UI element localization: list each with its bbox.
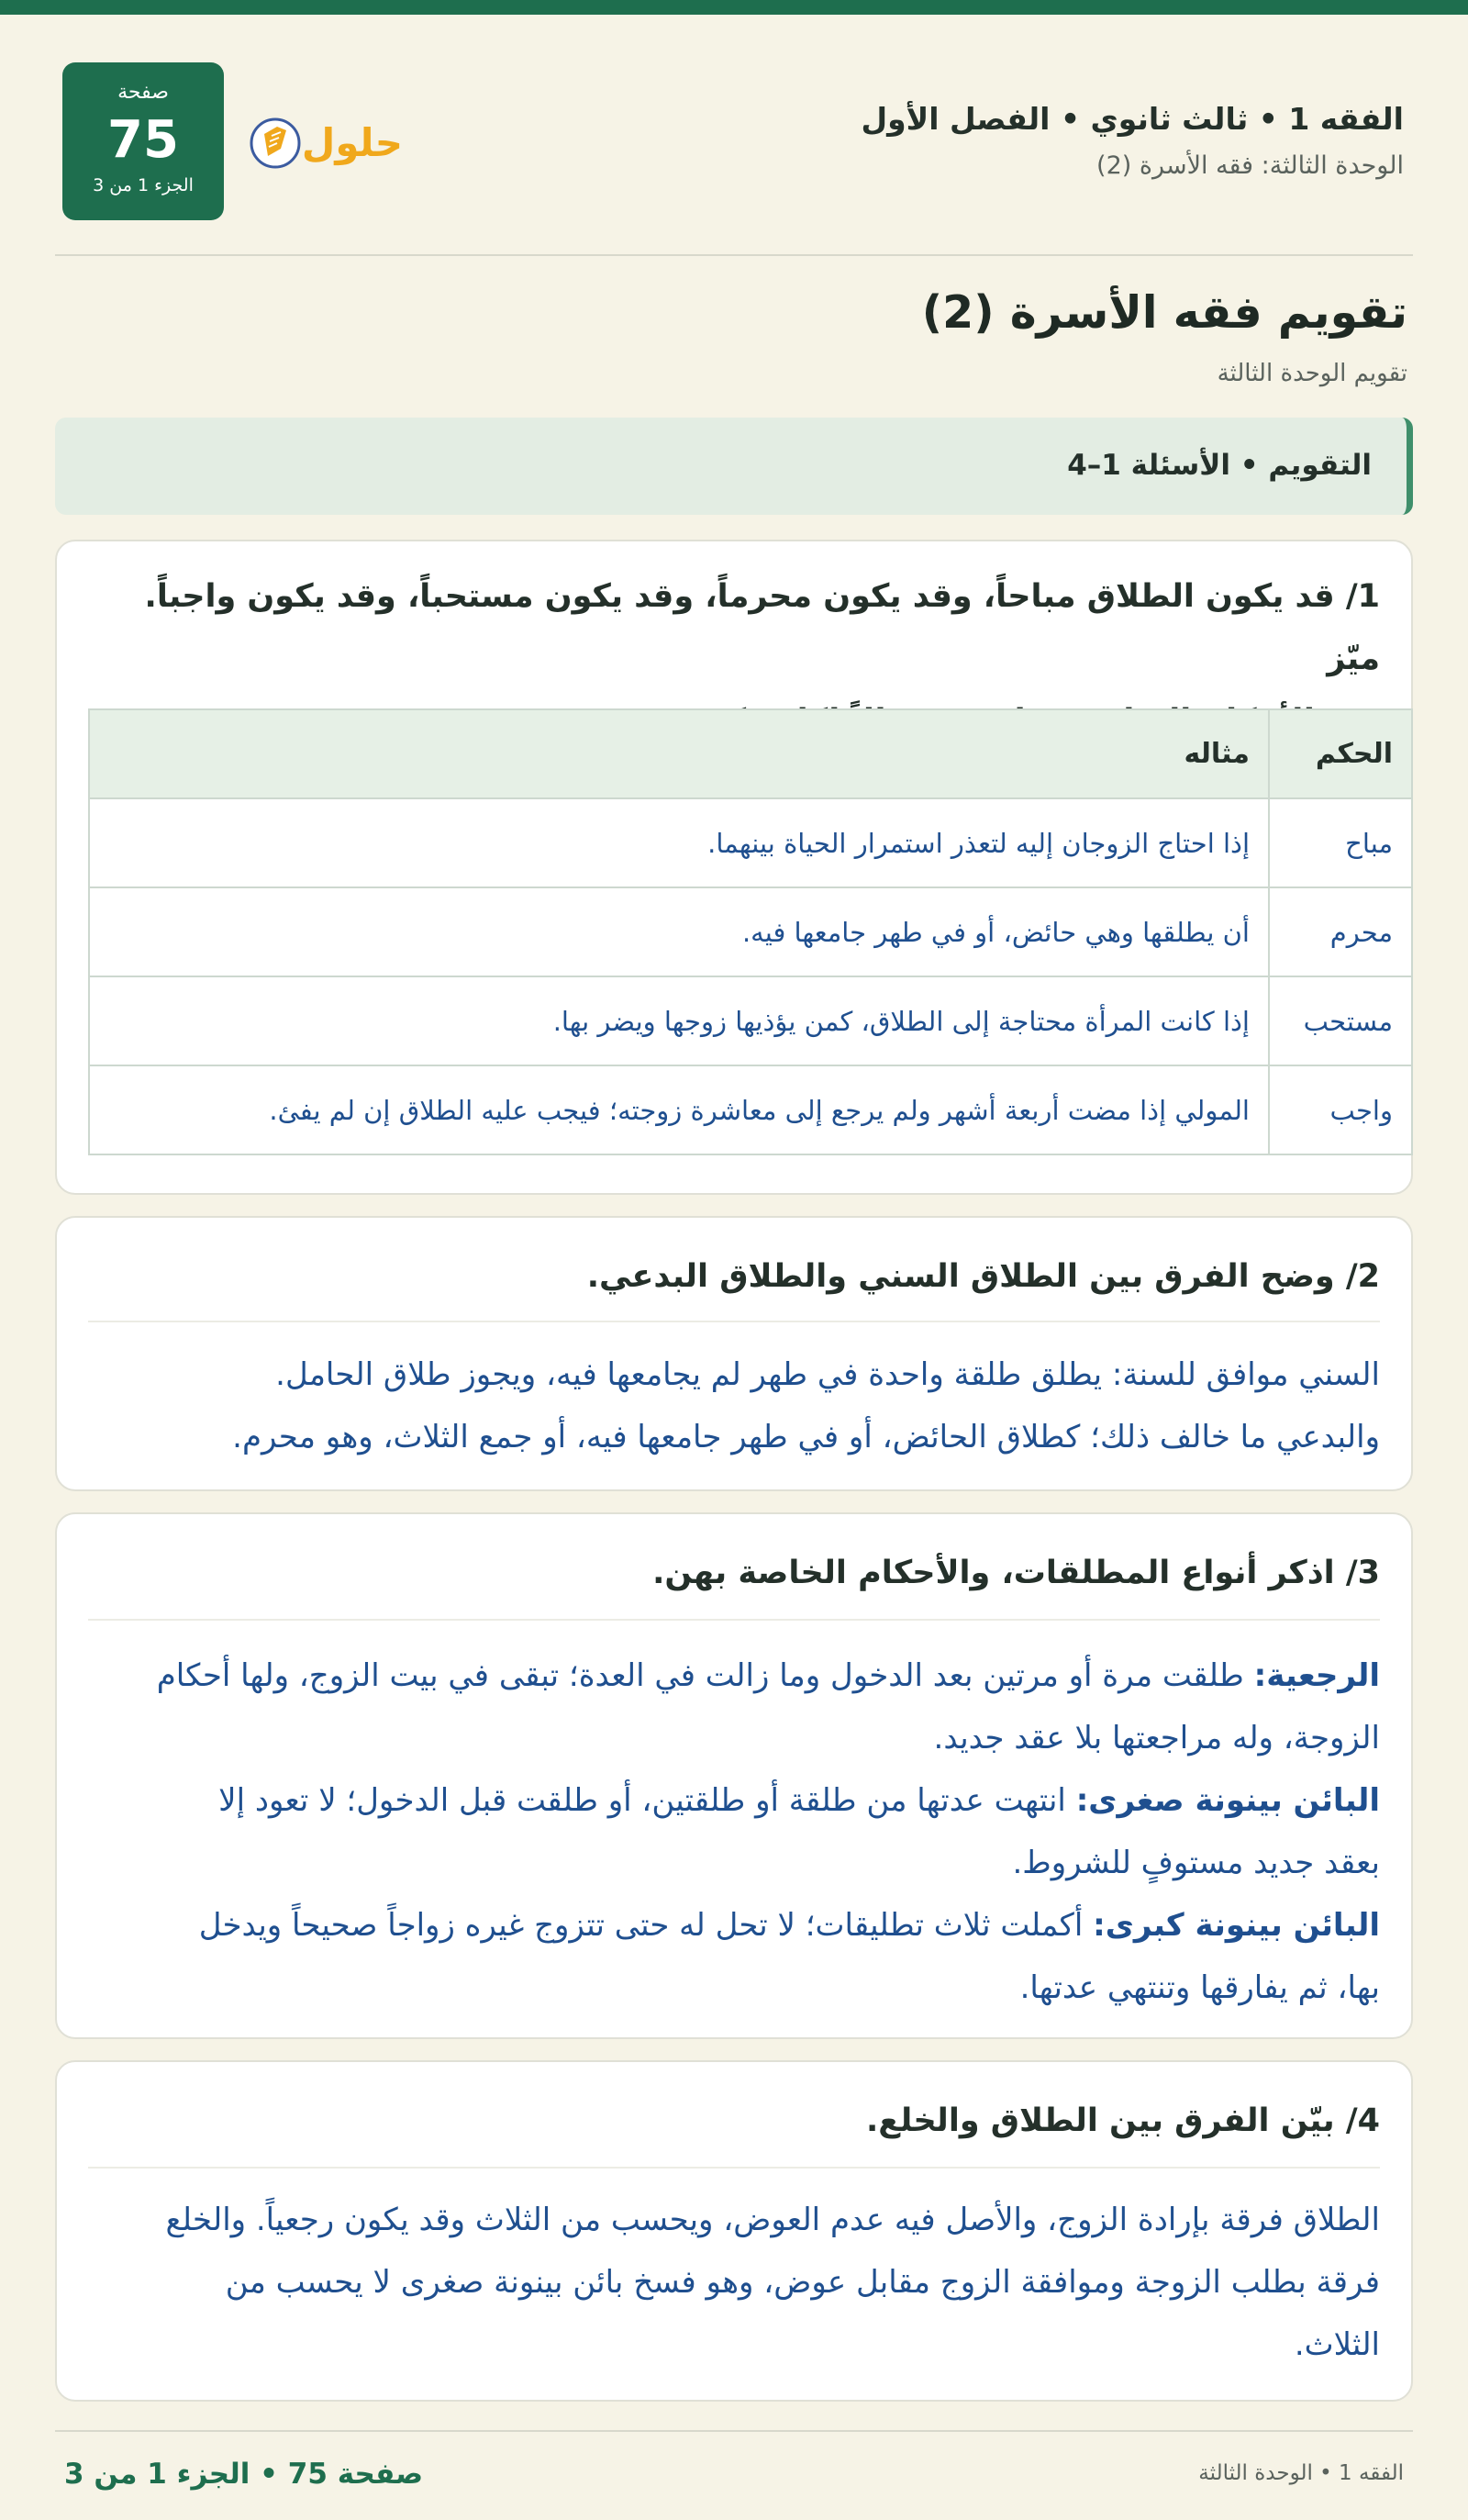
card-separator bbox=[88, 2167, 1380, 2169]
term-raj-iyya: الرجعية: bbox=[1253, 1657, 1380, 1694]
term-minor-separation: البائن بينونة صغرى: bbox=[1075, 1782, 1380, 1819]
table-row bbox=[89, 976, 1412, 1065]
table-header-row bbox=[89, 709, 1412, 798]
question-1-line-1: 1/ قد يكون الطلاق مباحاً، وقد يكون محرماً، وقد يكون مستحباً، وقد يكون واجباً. ميّز bbox=[144, 578, 1380, 677]
card-separator bbox=[88, 1321, 1380, 1322]
ruling-cell: مباح bbox=[1269, 798, 1412, 887]
rulings-table bbox=[88, 708, 1413, 1155]
column-header-example: مثاله bbox=[89, 709, 1269, 798]
answer-4-line-1: الطلاق فرقة بإرادة الزوج، والأصل فيه عدم العوض، ويحسب من الثلاث وقد يكون رجعياً. والخلع bbox=[165, 2202, 1380, 2238]
badge-part: الجزء 1 من 3 bbox=[93, 175, 194, 195]
answer-4-line-3: الثلاث. bbox=[1294, 2326, 1380, 2363]
ruling-cell: مستحب bbox=[1269, 976, 1412, 1065]
page-badge bbox=[62, 62, 224, 220]
ruling-cell: واجب bbox=[1269, 1065, 1412, 1154]
footer-page-info: صفحة 75 • الجزء 1 من 3 bbox=[64, 2458, 424, 2491]
example-cell: أن يطلقها وهي حائض، أو في طهر جامعها فيه. bbox=[89, 887, 1269, 976]
page-subtitle: تقويم الوحدة الثالثة bbox=[1217, 360, 1407, 387]
answer-4-line-2: فرقة بطلب الزوجة وموافقة الزوج مقابل عوض، وهو فسخ بائن بينونة صغرى لا يحسب من bbox=[225, 2264, 1380, 2301]
answer-3-item-2-line-2: بعقد جديد مستوفٍ للشروط. bbox=[1012, 1845, 1380, 1881]
answer-text: أكملت ثلاث تطليقات؛ لا تحل له حتى تتزوج غيره زواجاً صحيحاً ويدخل bbox=[198, 1907, 1084, 1944]
footer-divider bbox=[55, 2430, 1413, 2432]
answer-3-item-2-line-1 bbox=[88, 1769, 1380, 1832]
logo-text: حلول bbox=[301, 120, 404, 165]
header-text bbox=[862, 101, 1404, 180]
column-header-ruling: الحكم bbox=[1269, 709, 1412, 798]
answer-text: طلقت مرة أو مرتين بعد الدخول وما زالت في العدة؛ تبقى في بيت الزوج، ولها أحكام bbox=[156, 1657, 1244, 1694]
section-bar bbox=[55, 418, 1413, 515]
answer-2-line-2: والبدعي ما خالف ذلك؛ كطلاق الحائض، أو في طهر جامعها فيه، أو جمع الثلاث، وهو محرم. bbox=[232, 1419, 1380, 1455]
answer-2-line-1: السني موافق للسنة: يطلق طلقة واحدة في طهر لم يجامعها فيه، ويجوز طلاق الحامل. bbox=[275, 1356, 1380, 1393]
header-subtitle: الوحدة الثالثة: فقه الأسرة (2) bbox=[1096, 151, 1404, 180]
badge-page-word: صفحة bbox=[117, 81, 169, 104]
answer-text: انتهت عدتها من طلقة أو طلقتين، أو طلقت قبل الدخول؛ لا تعود إلا bbox=[218, 1782, 1066, 1819]
answer-3-item-1-line-2: الزوجة، وله مراجعتها بلا عقد جديد. bbox=[933, 1720, 1380, 1756]
answer-3-item-3-line-2: بها، ثم يفارقها وتنتهي عدتها. bbox=[1019, 1969, 1380, 2006]
question-card-1 bbox=[55, 540, 1413, 1195]
question-4-text: 4/ بيّن الفرق بين الطلاق والخلع. bbox=[865, 2102, 1380, 2139]
table-row bbox=[89, 1065, 1412, 1154]
table-row bbox=[89, 887, 1412, 976]
page-title: تقويم فقه الأسرة (2) bbox=[921, 286, 1407, 339]
term-major-separation: البائن بينونة كبرى: bbox=[1093, 1907, 1380, 1944]
question-card-3 bbox=[55, 1512, 1413, 2039]
footer-unit-info: الفقه 1 • الوحدة الثالثة bbox=[1198, 2461, 1404, 2485]
section-bar-label: التقويم • الأسئلة 1–4 bbox=[1067, 449, 1372, 482]
logo bbox=[250, 106, 404, 176]
header-title: الفقه 1 • ثالث ثانوي • الفصل الأول bbox=[861, 101, 1404, 137]
page-header bbox=[62, 62, 1406, 220]
answer-3-item-3-line-1 bbox=[88, 1894, 1380, 1957]
question-card-4 bbox=[55, 2060, 1413, 2402]
question-2-text: 2/ وضح الفرق بين الطلاق السني والطلاق البدعي. bbox=[586, 1258, 1380, 1295]
top-accent-bar bbox=[0, 0, 1468, 15]
example-cell: إذا احتاج الزوجان إليه لتعذر استمرار الحياة بينهما. bbox=[89, 798, 1269, 887]
card-separator bbox=[88, 1619, 1380, 1621]
question-card-2 bbox=[55, 1216, 1413, 1491]
question-3-text: 3/ اذكر أنواع المطلقات، والأحكام الخاصة بهن. bbox=[652, 1555, 1380, 1591]
badge-page-number: 75 bbox=[107, 110, 179, 170]
header-divider bbox=[55, 254, 1413, 256]
example-cell: إذا كانت المرأة محتاجة إلى الطلاق، كمن يؤذيها زوجها ويضر بها. bbox=[89, 976, 1269, 1065]
answer-3-item-1-line-1 bbox=[88, 1645, 1380, 1707]
ruling-cell: محرم bbox=[1269, 887, 1412, 976]
table-row bbox=[89, 798, 1412, 887]
example-cell: المولي إذا مضت أربعة أشهر ولم يرجع إلى معاشرة زوجته؛ فيجب عليه الطلاق إن لم يفئ. bbox=[89, 1065, 1269, 1154]
